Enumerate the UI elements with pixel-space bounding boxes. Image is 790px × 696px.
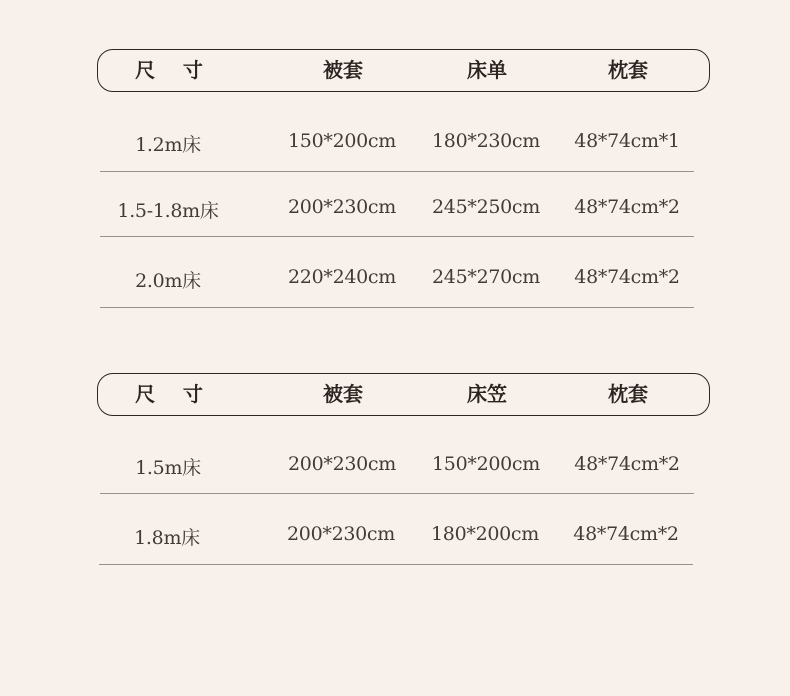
header-pillowcase: 枕套 <box>608 58 648 82</box>
cell-duvet-cover: 200*230cm <box>287 523 395 545</box>
table-row <box>99 494 693 565</box>
cell-bed-sheet: 245*250cm <box>432 196 540 218</box>
cell-fitted-sheet: 180*200cm <box>431 523 539 545</box>
header-size: 尺 寸 <box>135 382 203 406</box>
table-row <box>100 237 694 308</box>
table-header <box>97 49 710 92</box>
cell-bed-sheet: 245*270cm <box>432 266 540 288</box>
cell-duvet-cover: 200*230cm <box>288 453 396 475</box>
header-duvet-cover: 被套 <box>323 382 363 406</box>
cell-pillowcase: 48*74cm*2 <box>574 196 680 218</box>
header-duvet-cover: 被套 <box>323 58 363 82</box>
cell-bed-sheet: 180*230cm <box>432 130 540 152</box>
table-row <box>100 416 694 494</box>
header-size: 尺 寸 <box>135 58 203 82</box>
header-fitted-sheet: 床笠 <box>467 382 507 406</box>
cell-pillowcase: 48*74cm*2 <box>574 453 680 475</box>
cell-size: 1.5-1.8m床 <box>117 200 219 222</box>
cell-pillowcase: 48*74cm*1 <box>574 130 680 152</box>
header-pillowcase: 枕套 <box>608 382 648 406</box>
cell-duvet-cover: 200*230cm <box>288 196 396 218</box>
cell-size: 1.8m床 <box>134 527 200 549</box>
cell-size: 1.5m床 <box>135 457 201 479</box>
cell-size: 1.2m床 <box>135 134 201 156</box>
cell-duvet-cover: 150*200cm <box>288 130 396 152</box>
cell-duvet-cover: 220*240cm <box>288 266 396 288</box>
table-row <box>100 172 694 237</box>
header-bed-sheet: 床单 <box>467 58 507 82</box>
cell-size: 2.0m床 <box>135 270 201 292</box>
table-header <box>97 373 710 416</box>
table-row <box>100 92 694 172</box>
cell-pillowcase: 48*74cm*2 <box>573 523 679 545</box>
cell-pillowcase: 48*74cm*2 <box>574 266 680 288</box>
size-table-sheet-set <box>97 49 710 308</box>
cell-fitted-sheet: 150*200cm <box>432 453 540 475</box>
size-table-fitted-set <box>97 373 710 565</box>
